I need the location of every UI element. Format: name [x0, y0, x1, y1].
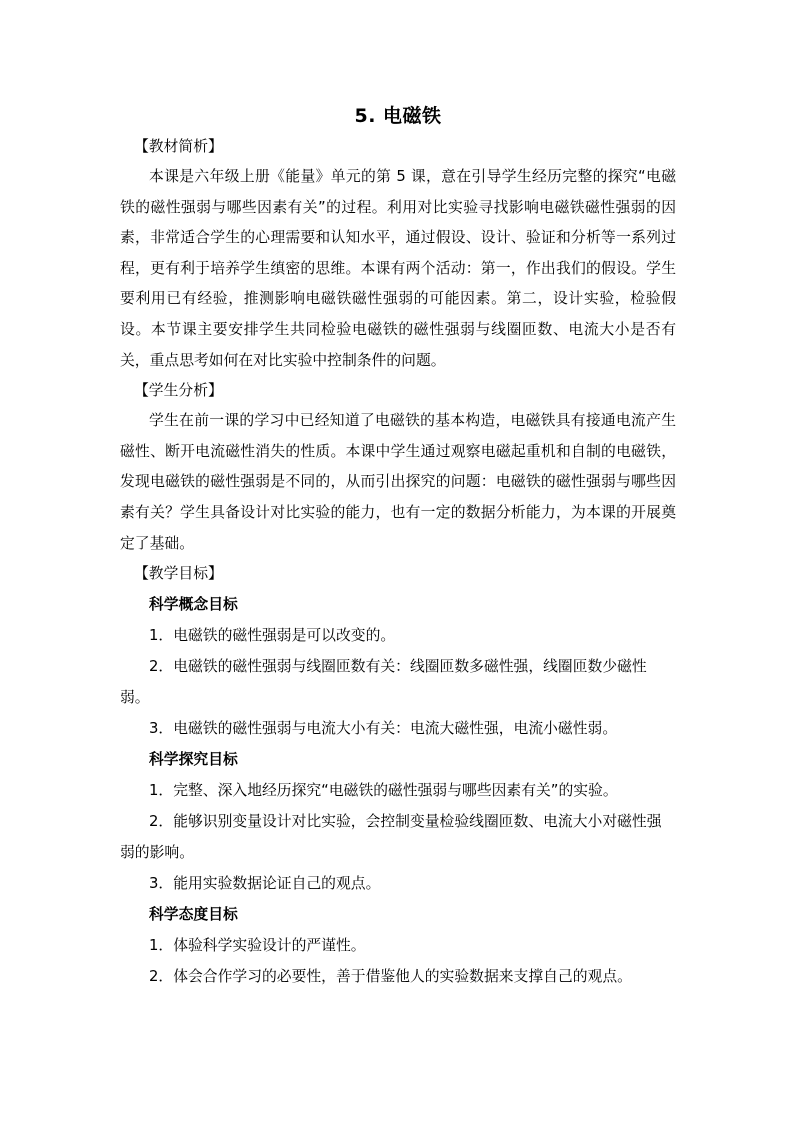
document-body	[120, 102, 676, 992]
section-header-textbook-analysis: 【教材简析】	[134, 138, 223, 155]
goal-item: 3．电磁铁的磁性强弱与电流大小有关：电流大磁性强，电流小磁性弱。	[149, 720, 618, 738]
goal-item: 1．体验科学实验设计的严谨性。	[149, 937, 366, 955]
subheader-attitude-goals: 科学态度目标	[149, 906, 238, 924]
goal-item: 2．体会合作学习的必要性，善于借鉴他人的实验数据来支撑自己的观点。	[149, 968, 632, 986]
goal-item: 2．能够识别变量设计对比实验，会控制变量检验线圈匝数、电流大小对磁性强弱的影响。	[120, 813, 662, 862]
goal-item: 3．能用实验数据论证自己的观点。	[149, 875, 381, 893]
textbook-analysis-paragraph: 本课是六年级上册《能量》单元的第 5 课，意在引导学生经历完整的探究“电磁铁的磁性强弱与哪些因素有关”的过程。利用对比实验寻找影响电磁铁磁性强弱的因素，非常适合学生的心理需要和认知水平，通过假设、设计、验证和分析等一系列过程，更有利于培养学生缜密的思维。本课有两个活动：第一，作出我们的假设。学生要利用已有经验，推测影响电磁铁磁性强弱的可能因素。第二，设计实验，检验假设。本节课主要安排学生共同检验电磁铁的磁性强弱与线圈匝数、电流大小是否有关，重点思考如何在对比实验中控制条件的问题。	[120, 168, 676, 369]
student-analysis-paragraph: 学生在前一课的学习中已经知道了电磁铁的基本构造，电磁铁具有接通电流产生磁性、断开电流磁性消失的性质。本课中学生通过观察电磁起重机和自制的电磁铁，发现电磁铁的磁性强弱是不同的，从而引出探究的问题：电磁铁的磁性强弱与哪些因素有关？学生具备设计对比实验的能力，也有一定的数据分析能力，为本课的开展奠定了基础。	[120, 412, 676, 552]
goal-item: 1．完整、深入地经历探究“电磁铁的磁性强弱与哪些因素有关”的实验。	[149, 782, 618, 800]
section-header-teaching-goals: 【教学目标】	[134, 565, 223, 583]
subheader-concept-goals: 科学概念目标	[149, 596, 238, 614]
goal-item: 2．电磁铁的磁性强弱与线圈匝数有关：线圈匝数多磁性强，线圈匝数少磁性弱。	[120, 658, 647, 707]
document-title: 5. 电磁铁	[354, 105, 442, 127]
goal-item: 1．电磁铁的磁性强弱是可以改变的。	[149, 627, 396, 645]
subheader-inquiry-goals: 科学探究目标	[149, 751, 238, 769]
section-header-student-analysis: 【学生分析】	[134, 382, 223, 400]
